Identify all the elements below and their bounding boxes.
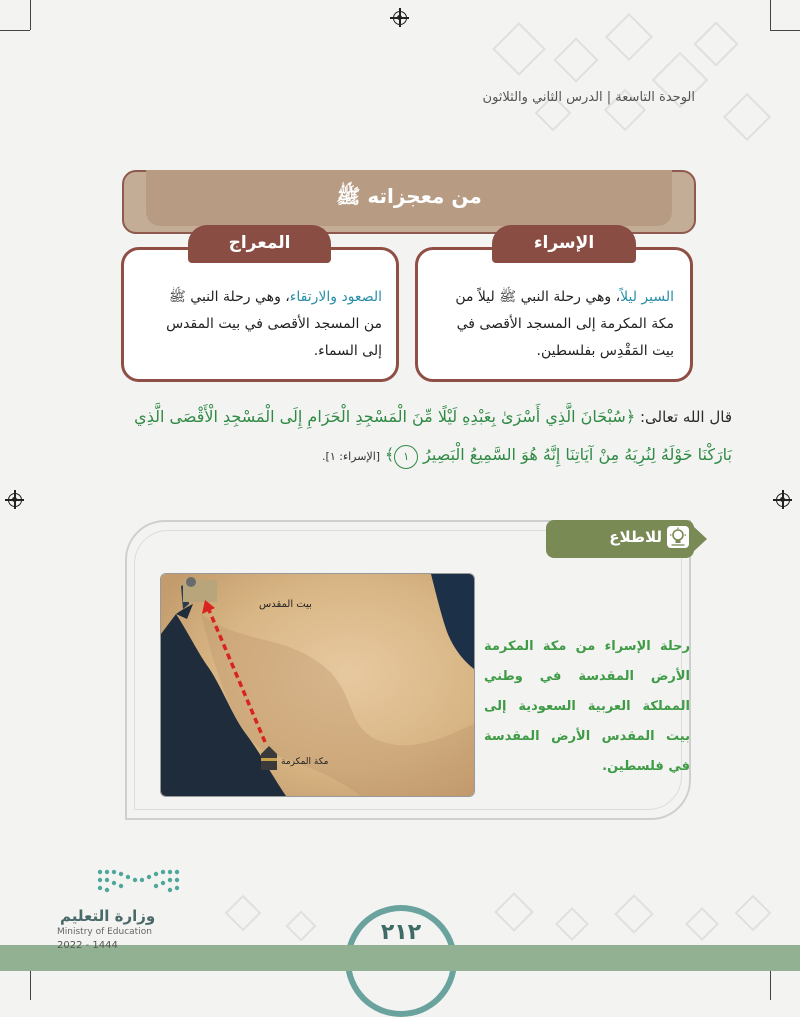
miraj-box [121,247,399,382]
info-title: للاطلاع [609,528,662,546]
miraj-highlight: الصعود والارتقاء [289,289,382,305]
isra-text [424,284,674,365]
main-title: من معجزاته ﷺ [336,184,482,208]
info-text: رحلة الإسراء من مكة المكرمة الأرض المقدسة في وطني المملكة العربية السعودية إلى بيت المقدس الأرض المقدسة في فلسطين. [484,639,690,774]
crop-mark [770,30,800,31]
verse-text-1: ﴿سُبْحَانَ الَّذِي أَسْرَىٰ بِعَبْدِهِ لَيْلًا مِّنَ الْمَسْجِدِ الْحَرَامِ إِلَى الْمَسْجِدِ الْأَقْصَى الَّذِي [134,407,636,426]
verse-line-2 [92,436,732,476]
miraj-heading: المعراج [188,225,331,263]
decoration [693,21,738,66]
crop-mark [0,30,30,31]
miraj-line-3: إلى السماء. [313,343,382,359]
decoration [553,37,598,82]
lightbulb-icon [667,526,689,548]
verse-text-2: بَارَكْنَا حَوْلَهُ لِنُرِيَهُ مِنْ آيَاتِنَا إِنَّهُ هُوَ السَّمِيعُ الْبَصِيرُ [423,445,732,464]
decoration [614,894,654,934]
isra-line-2: مكة المكرمة إلى المسجد الأقصى في [456,316,674,332]
decoration [285,910,316,941]
footer-band [0,945,800,971]
verse-close: ﴾ [384,445,395,464]
isra-heading: الإسراء [492,225,636,263]
isra-line-3: بيت المَقْدِس بفلسطين. [536,343,674,359]
isra-box [415,247,693,382]
map-label-makkah: مكة المكرمة [281,757,329,767]
decoration [225,895,262,932]
ministry-logo-icon [95,866,185,896]
decoration [605,13,653,61]
decoration [723,93,771,141]
miraj-line-1: ، وهي رحلة النبي ﷺ [168,289,290,305]
verse-intro: قال الله تعالى: [635,408,732,426]
miraj-text [132,284,382,365]
registration-mark-icon [8,493,22,507]
edition-year: 2022 - 1444 [57,940,118,951]
page-number: ٢١٢ [380,920,422,945]
page-header: الوحدة التاسعة | الدرس الثاني والثلاثون [482,90,695,105]
crop-mark [30,970,31,1000]
decoration [555,907,589,941]
ministry-name-english: Ministry of Education [57,927,152,937]
miraj-line-2: من المسجد الأقصى في بيت المقدس [166,316,382,332]
decoration [735,895,772,932]
journey-map [160,573,475,797]
map-label-jerusalem: بيت المقدس [259,599,312,610]
crop-mark [770,0,771,30]
registration-mark-icon [393,11,407,25]
decoration [494,892,534,932]
isra-highlight: السير ليلاً [620,289,674,305]
crop-mark [770,970,771,1000]
registration-mark-icon [776,493,790,507]
ministry-name-arabic: وزارة التعليم [60,907,156,925]
ayah-number: ١ [394,445,418,469]
crop-mark [30,0,31,30]
decoration [685,907,719,941]
decoration [492,22,546,76]
isra-line-1: ، وهي رحلة النبي ﷺ ليلاً من [455,289,621,305]
verse-reference: [الإسراء: ١]. [322,450,381,463]
verse-line-1 [92,398,732,436]
